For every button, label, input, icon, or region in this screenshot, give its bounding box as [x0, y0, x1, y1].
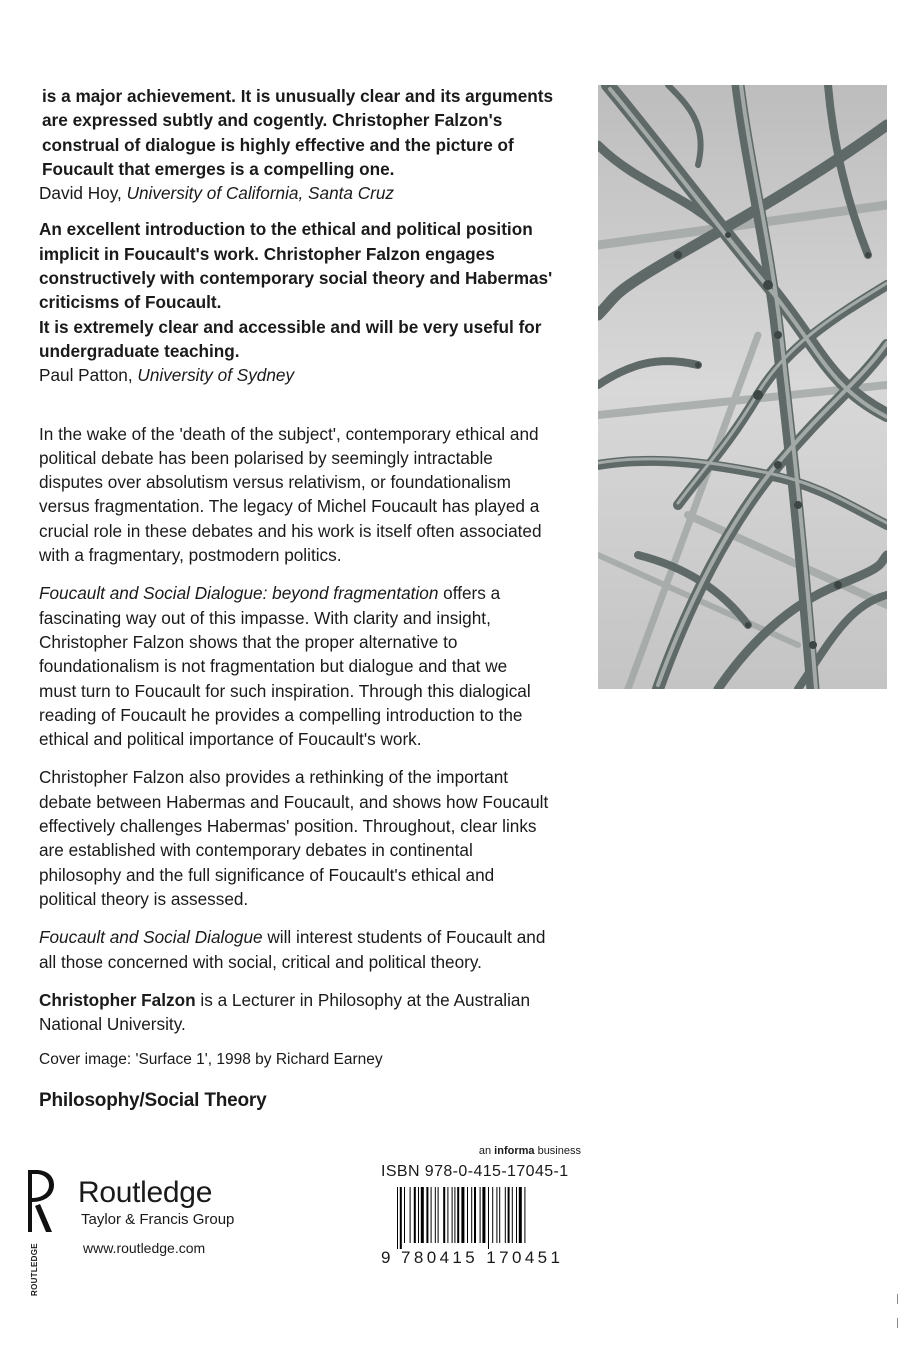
reviewer-1: David Hoy, University of California, Santa Cruz [39, 183, 395, 204]
review-quote-2: An excellent introduction to the ethical and political position implicit in Foucault's work. Christopher Falzon engages constructively with contemporary social theory and Habermas' criticisms of Foucault. It is extremely clear and accessible and will be very useful for undergraduate teaching. [39, 219, 553, 361]
branches-illustration [598, 85, 887, 689]
publisher-group: Taylor & Francis Group [81, 1211, 235, 1228]
routledge-logo-icon [26, 1168, 56, 1234]
routledge-vertical-mark: ROUTLEDGE [30, 1243, 39, 1296]
tree-branches-image [598, 85, 887, 689]
cover-credit: Cover image: 'Surface 1', 1998 by Richard Earney [39, 1051, 383, 1069]
description-paragraph-2: Foucault and Social Dialogue: beyond fragmentation offers a fascinating way out of this impasse. With clarity and insight, Christopher Falzon shows that the proper alternative to foundationalism is not fragmentation but dialogue and that we must turn to Foucault for such inspiration. Through this dialogical reading of Foucault he provides a compelling introduction to the ethical and political importance of Foucault's work. [39, 583, 531, 750]
description-paragraph-1: In the wake of the 'death of the subject', contemporary ethical and political debate has been polarised by seemingly intractable disputes over absolutism versus relativism, or foundationalism versus fragmentation. The legacy of Michel Foucault has played a crucial role in these debates and his work is itself often associated with a fragmentary, postmodern politics. [39, 423, 542, 566]
back-cover-text [39, 84, 589, 1113]
reviewer-2: Paul Patton, University of Sydney [39, 365, 295, 386]
informa-business: an informa business [478, 1145, 581, 1157]
publisher-logo-block [26, 1168, 286, 1296]
publisher-name: Routledge [78, 1176, 213, 1209]
description-paragraph-3: Christopher Falzon also provides a rethinking of the important debate between Habermas and Foucault, and shows how Foucault effectively challenges Habermas' position. Throughout, clear links are established with contemporary debates in continental philosophy and the full significance of Foucault's ethical and political theory is assessed. [39, 767, 549, 909]
barcode-digits: 780415 170451 [401, 1248, 564, 1267]
review-quote-1: is a major achievement. It is unusually clear and its arguments are expressed subtly and cogently. Christopher Falzon's construal of dialogue is highly effective and the picture of Foucault that emerges is a compelling one. [42, 86, 554, 179]
description-paragraph-4: Foucault and Social Dialogue will interest students of Foucault and all those concerned with social, critical and political theory. [39, 927, 546, 972]
barcode-first-digit: 9 [381, 1248, 391, 1267]
author-bio: Christopher Falzon is a Lecturer in Philosophy at the Australian National University. [39, 989, 531, 1035]
barcode-block [381, 1145, 586, 1275]
isbn-label: ISBN 978-0-415-17045-1 [381, 1163, 569, 1180]
barcode-icon [397, 1187, 577, 1249]
edge-trim-marks [897, 1294, 901, 1354]
publisher-url[interactable]: www.routledge.com [83, 1240, 206, 1256]
subject-category: Philosophy/Social Theory [39, 1089, 267, 1111]
